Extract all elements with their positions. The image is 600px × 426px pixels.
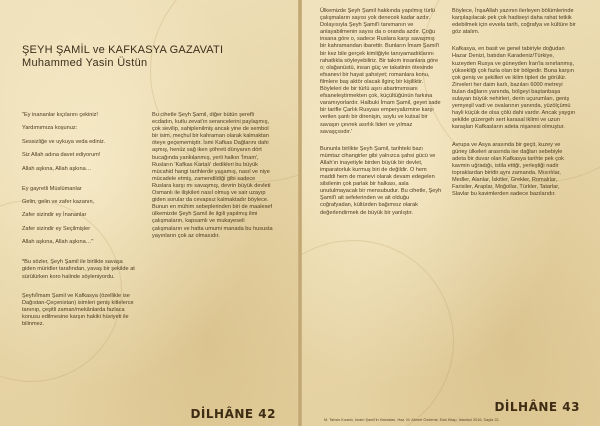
body-paragraph: Ülkemizde Şeyh Şamil hakkında yapılmış türlü çalışmaların sayısı yok denecek kadar azdır. Dolayısıyla Şeyh Şamil'i tanımanın ve anlayabilmenin sayısı da o oranda azdır. Çoğu insana göre o, sadece Ruslara karşı savaşmış bir kahramandan ibarettir. Bunların İmam Şamil'i bir kez bile gerçek kimliğiyle tanıyamadıklarını rahatlıkla söyleyebiliriz. Bir takım insanlara göre o; olağanüstü, insan güç ve takatinin ötesinde efsanevi bir hayat şahsiyet; romanlara konu, filmlere baş aktör olacak ilginç bir kişiliktir. Böyleleri de bir türlü aşırı abartmımsanı efsaneleştirmekten çok, küçültüğünün farkına varamıyorlardır. Halbuki İmam Şamil, geyet sade bir tarifle Çarlık Rusyası emperyalizmine karşı verilen şanlı bir direnişin, soylu ve kutsal bir savaşın çevrek asırlık lideri ve yılmaz savaşçısıdır.': [320, 8, 441, 135]
body-paragraph: Kafkasya, en basit ve genel tabiriyle doğudan Hazar Denizi, batıdan Karadeniz/Türkiye, kuzeyden Rusya ve güneyden İran'la sınırlanmış, yüksekliği çok fazla olan bir bölgedir. Buna karşın çok geniş ve şekilleri ve iklim tipleri de görülür. Zirveleri her daim karlı, bazıları 6000 metreyi bulan dağların yanında, bölgeyi baştanbaşa sulayan büyük nehirleri, derin uçurumları, geniş yemyeşil vadi ve ovalarının yanında, yüzölçümü hayli küçük de olsa çölü dahi vardır. Ancak yaygın şekilde güzergeh sert karasal iklimi ve uzun karaşları Kafkasların adeta nişanesi olmuştur.: [452, 46, 576, 131]
left-page: [0, 0, 298, 426]
verse-line: Siz Allah adına davet ediyorum!: [22, 152, 101, 159]
verse-line: Allah aşkına, Allah aşkına…": [22, 239, 94, 246]
verse-line: Gelin, gelin ve zafer kazanın,: [22, 199, 95, 206]
source-credit: M. Tahsin Kızanlı, İmam Şamil'in Hatıraları, Haz. M. Ahmet Özdemir, Eski Kitap, İstanbul 2016, Sayfa 22.: [324, 418, 500, 422]
body-paragraph: Şeyh/İmam Şamil ve Kafkasya (özellikle ise Dağıstan-Çeçenistan) isimleri geniş kitlelerce tanınıp, çeşitli zaman/mekânlarda fazlaca konusu edilmesine karşın hakiki hüviyeti ile bilinmez.: [22, 292, 134, 327]
right-column-2: [452, 8, 576, 205]
left-column-2: [152, 112, 274, 247]
verse-line: Sessizliğe ve uykuya veda ediniz.: [22, 138, 106, 145]
body-paragraph: Böylece, İnşaAllah yazının ilerleyen bölümlerinde karşılaşılacak pek çok hadiseyi daha rahat tetkik edebilmek için evvela tarih, coğrafya ve kültüre bir göz atalım.: [452, 8, 576, 36]
footnote-paragraph: *Bu sözler, Şeyh Şamil ile birlikte savaşa giden müridler tarafından, yavaş bir şekilde at sürülürken koro halinde söyleniyordu.: [22, 259, 135, 280]
verse-line: Zafer sizindir ey İnananlar: [22, 212, 87, 219]
left-column-1: [22, 112, 136, 335]
article-title: ŞEYH ŞAMİL ve KAFKASYA GAZAVATI: [22, 44, 224, 56]
article-author: Muhammed Yasin Üstün: [22, 57, 148, 69]
right-page: [302, 0, 600, 426]
body-paragraph: Bununla birlikte Şeyh Şamil, tarihteki bazı mümtaz cihangirler gibi yalnızca şahsi gücü ve Allah'ın inayetiyle birden büyük bir devlet, imparatorluk kurmuş biri de değildir. O hem maddi hem de manevi olarak devam edegelen silsilenin çok parlak bir halkası, asla unutulmayacak bir mensubudur. Bu cihetle, Şeyh Şamil'i ait sefelerinden ve ait olduğu coğrafyadan, kültürden bağımsız olarak değerlendirmek de büyük bir yanlıştır.: [320, 145, 442, 216]
verse-1: [22, 112, 136, 173]
body-paragraph: Avrupa ve Asya arasında bir geçit, kuzey ve güney ülkeleri arasında ise dağları sebebiyle adeta bir duvar olan Kafkasya tarihte pek çok kavmin uğradığı, istila ettiği, yerleştiği nadir topraklardan biridir aynı zamanda. Mısırlılar, Medler, Alanlar, İskitler, Grekler, Romalılar, Farisiler, Araplar, Moğollar, Türkler, Tatarlar, Slavlar bu kavimlerden sadece bazılarıdır.: [452, 141, 564, 198]
verse-2: [22, 186, 136, 247]
magazine-name: DİLHÂNE: [494, 400, 558, 414]
magazine-name: DİLHÂNE: [190, 407, 254, 421]
page-footer-right: [494, 400, 580, 414]
page-number: 43: [562, 400, 580, 414]
verse-line: Zafer sizindir ey Seçilmişler: [22, 225, 91, 232]
body-paragraph: Bu cihetle Şeyh Şamil, diğer bütün şerefli ecdadın, kutlu zevat'ın serancelerini paylaşmış, çok sevilip, sahiplenilmiş ancak yine de sembol bir isim, meçhul bir kahraman olarak kalmaktan öteye geçememiştir. İsmi Kafkas Dağlarını dahi aşmış, henüz sağ iken şöhreti dünyanın dört bucağında yankılanmış, yerli halkın 'İmam', Rusların 'Kafkas Kartalı' dedikleri bu büyük mücahid hangi tarihlerde yaşamış, nasıl ve niye mücadele etmiş, zamendildiği gibi sadece Ruslara karşı mı savaşmış, devrin büyük devleti Osmanlı ile ilişkileri nasıl olmuş ve sair uzayıp giden sorular da cevapsız kalmaktadır böylece. Bunun en mühim sebeplerinden biri de maalesef ülkemizde Şeyh Şamil ile ilgili yapılmış ilmi çalışmaların, kapsamlı ve mukayeseli çalışmaların ve hatta umumi manada bu hususta yayınların çok az olmasıdır.: [152, 112, 273, 239]
verse-line: Yardımımıza koşunuz:: [22, 125, 78, 132]
right-column-1: [320, 8, 442, 224]
page-footer-left: [190, 407, 276, 421]
verse-line: Ey gayretli Müslümanlar: [22, 185, 82, 192]
background-ornament: [302, 240, 454, 426]
verse-line: Allah aşkına, Allah aşkına…: [22, 165, 92, 172]
verse-line: "Ey inananlar kıçılarını çekiniz!: [22, 112, 98, 118]
page-number: 42: [258, 407, 276, 421]
